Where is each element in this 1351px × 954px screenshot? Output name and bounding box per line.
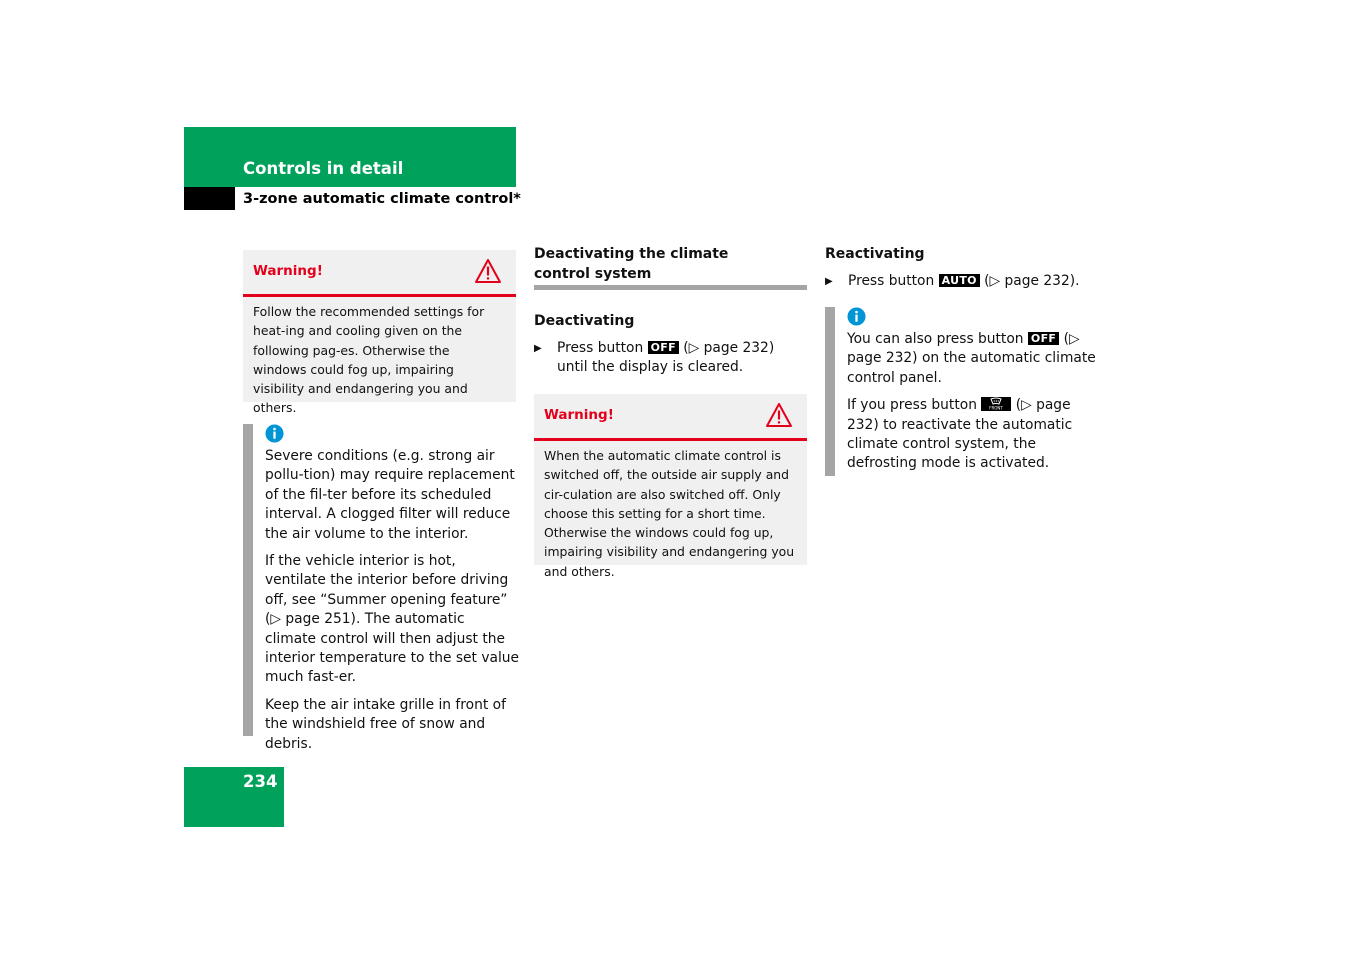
note-bar	[243, 424, 253, 736]
warning-box-left	[243, 250, 516, 416]
info-icon	[847, 307, 866, 326]
instruction-step	[825, 272, 1108, 291]
header-marker	[184, 187, 235, 210]
heading-rule	[534, 285, 807, 290]
info-note-right	[825, 307, 1101, 476]
section-heading: Reactivating	[825, 246, 925, 262]
off-button-icon: OFF	[648, 341, 679, 354]
subsection-title: 3-zone automatic climate control*	[243, 191, 521, 207]
section-title: Controls in detail	[243, 159, 404, 178]
subheading: Deactivating	[534, 313, 635, 329]
bullet-arrow-icon: ▶	[825, 276, 833, 287]
warning-header	[534, 394, 807, 441]
step-text: (▷ page 232).	[984, 273, 1080, 289]
note-paragraph: If you press button FRONT (▷ page 232) to reactivate the automatic climate control system, the defrosting mode is activated.	[847, 397, 1073, 472]
warning-box-middle	[534, 394, 807, 579]
instruction-step	[534, 339, 807, 378]
warning-title: Warning!	[253, 263, 323, 279]
warning-triangle-icon	[474, 258, 502, 284]
header-band	[184, 127, 516, 187]
note-paragraph: You can also press button OFF (▷ page 232) on the automatic climate control panel.	[847, 331, 1096, 386]
note-paragraph: Severe conditions (e.g. strong air pollu-tion) may require replacement of the fil-ter before its scheduled interval. A clogged filter will reduce the air volume to the interior.	[265, 448, 515, 542]
page-number: 234	[243, 772, 278, 791]
step-text: Press button	[848, 273, 935, 289]
warning-text: When the automatic climate control is switched off, the outside air supply and cir-culation are also switched off. Only choose this setting for a short time. Otherwise the windows could fog up, impairing visibility and endangering you and others.	[544, 448, 795, 579]
step-text: (▷ page 232) until the display is cleared.	[557, 340, 775, 376]
svg-text:FRONT: FRONT	[989, 405, 1004, 411]
bullet-arrow-icon: ▶	[534, 343, 542, 354]
warning-text: Follow the recommended settings for heat-ing and cooling given on the following pag-es. Otherwise the windows could fog up, impairing visibility and endangering you and others.	[253, 304, 485, 416]
warning-title: Warning!	[544, 407, 614, 423]
front-defrost-button-icon	[981, 397, 1011, 411]
warning-header	[243, 250, 516, 297]
warning-triangle-icon	[765, 402, 793, 428]
auto-button-icon: AUTO	[939, 274, 980, 287]
note-paragraph: Keep the air intake grille in front of the windshield free of snow and debris.	[265, 696, 506, 752]
off-button-icon: OFF	[1028, 332, 1059, 345]
step-text: Press button	[557, 340, 644, 356]
note-bar	[825, 307, 835, 476]
note-paragraph: If the vehicle interior is hot, ventilate the interior before driving off, see “Summer opening feature” (▷ page 251). The automatic climate control will then adjust the interior temperature to the set value much fast-er.	[265, 553, 520, 686]
section-heading: Deactivating the climate control system	[534, 246, 729, 282]
info-icon	[265, 424, 284, 443]
info-note-left	[243, 424, 520, 752]
